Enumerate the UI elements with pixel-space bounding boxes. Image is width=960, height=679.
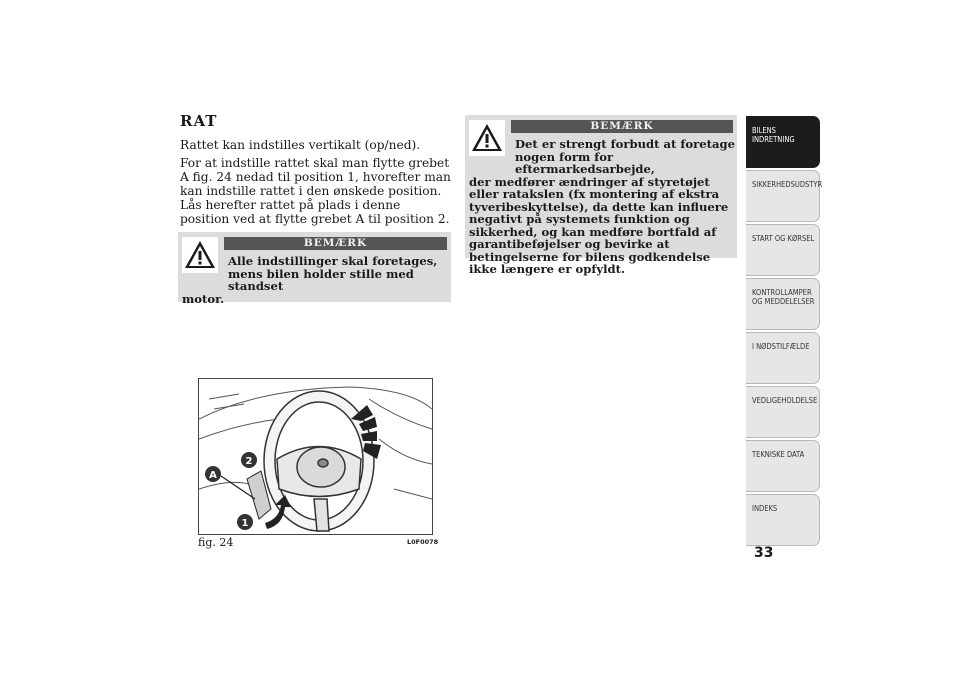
note-text-first: Alle indstillinger skal foretages, mens bilen holder stille med standset	[228, 254, 438, 293]
note-text-first: Det er strengt forbudt at foretage nogen form for eftermarkedsarbejde,	[515, 137, 735, 176]
figure-code: L0F0078	[407, 538, 439, 546]
chapter-tabs	[746, 116, 823, 548]
section-heading: RAT	[180, 112, 218, 130]
tab-bilens-indretning[interactable]: BILENS INDRETNING	[746, 116, 820, 168]
tab-sikkerhedsudstyr[interactable]: SIKKERHEDSUDSTYR	[746, 170, 820, 222]
tab-vedligeholdelse[interactable]: VEDLIGEHOLDELSE	[746, 386, 820, 438]
paragraph-instructions: For at indstille rattet skal man flytte grebet A fig. 24 nedad til position 1, hvorefter man kan indstille rattet i den ønskede position. Lås herefter rattet på plads i denne position ved at flytte grebet A til position 2.	[180, 156, 451, 226]
tab-kontrollamper[interactable]: KONTROLLAMPER OG MEDDELELSER	[746, 278, 820, 330]
label-2: 2	[245, 456, 253, 467]
note-text	[469, 138, 735, 276]
tab-start-og-korsel[interactable]: START OG KØRSEL	[746, 224, 820, 276]
tab-indeks[interactable]: INDEKS	[746, 494, 820, 546]
page-number: 33	[754, 545, 774, 561]
warning-note-right	[465, 115, 737, 276]
tab-tekniske-data[interactable]: TEKNISKE DATA	[746, 440, 820, 492]
note-title: BEMÆRK	[511, 120, 733, 133]
warning-note-left	[178, 232, 451, 306]
figure-caption: fig. 24	[198, 536, 234, 549]
steering-wheel-illustration	[199, 379, 432, 534]
note-title: BEMÆRK	[224, 237, 447, 250]
note-text	[182, 255, 448, 305]
paragraph-intro: Rattet kan indstilles vertikalt (op/ned).	[180, 138, 421, 152]
steering-wheel-figure	[198, 378, 433, 535]
label-1: 1	[241, 518, 249, 529]
tab-i-nodstilfaelde[interactable]: I NØDSTILFÆLDE	[746, 332, 820, 384]
note-text-rest: motor.	[182, 291, 225, 306]
note-text-rest: der medfører ændringer af styretøjet eller ratakslen (fx montering af ekstra tyveribeskyttelse), da dette kan influere negativt på systemets funktion og sikkerhed, og kan medføre bortfald af garantibeføjelser og bevirke at betingelserne for bilens godkendelse ikke længere er opfyldt.	[469, 174, 729, 276]
label-A: A	[209, 470, 217, 481]
